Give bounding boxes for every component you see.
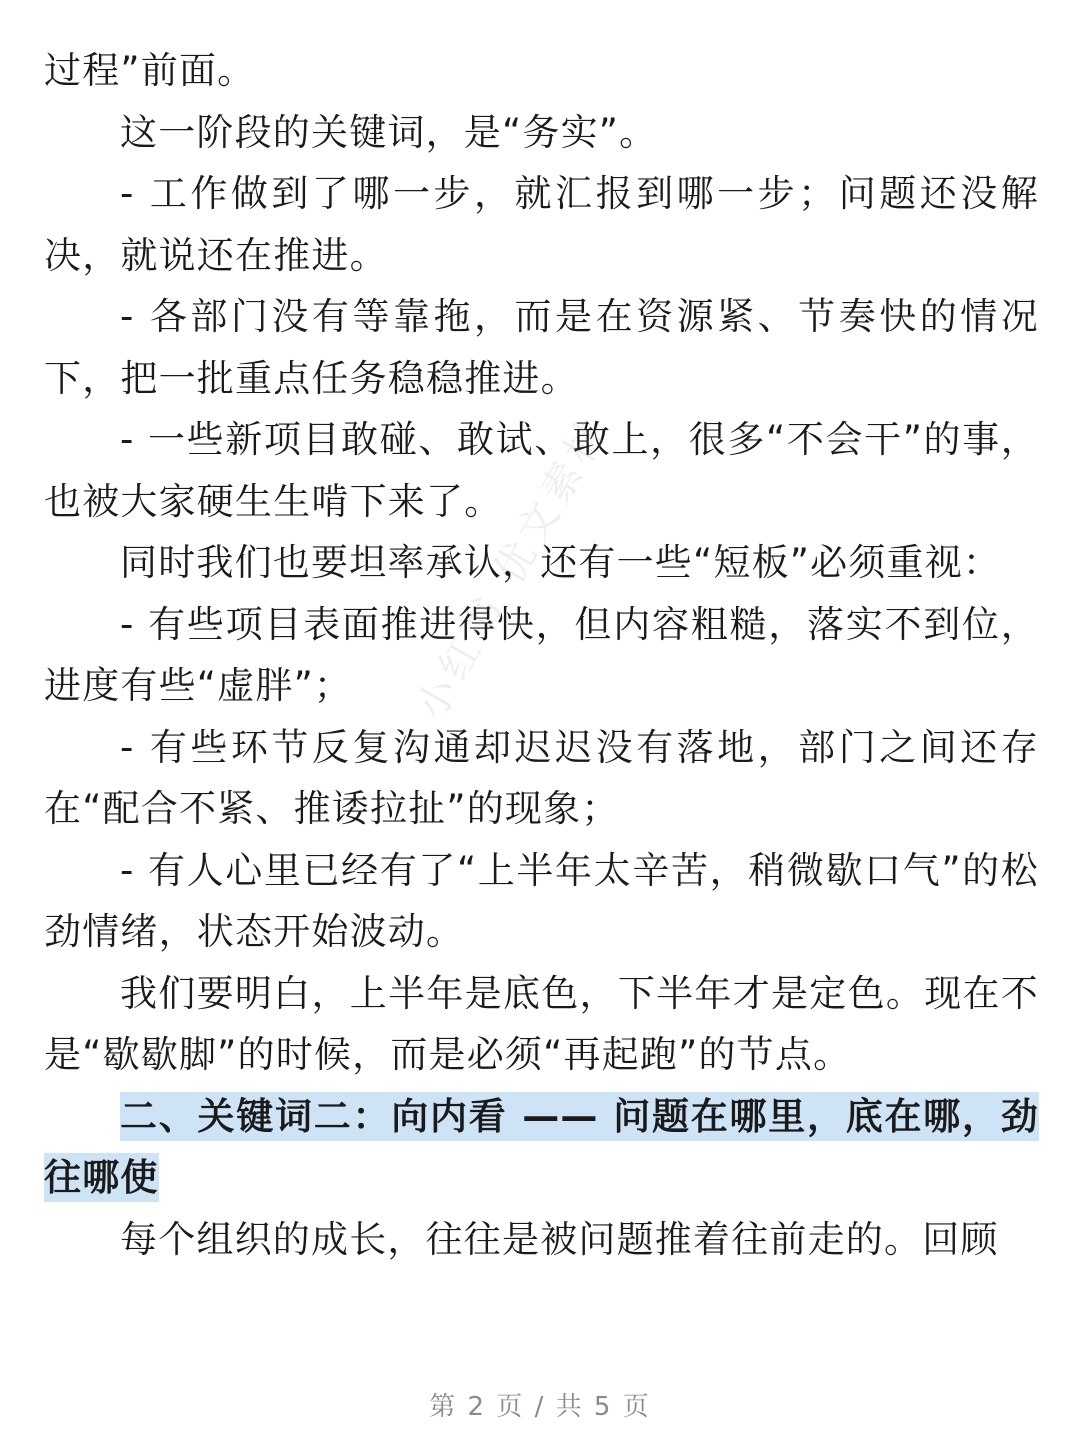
body-paragraph: - 一些新项目敢碰、敢试、敢上，很多“不会干”的事，也被大家硬生生啃下来了。 xyxy=(44,418,1039,523)
body-paragraph: - 有些项目表面推进得快，但内容粗糙，落实不到位，进度有些“虚胖”； xyxy=(44,602,1039,707)
section-heading xyxy=(44,1086,1039,1209)
body-paragraph: 过程”前面。 xyxy=(44,49,256,92)
document-body xyxy=(44,40,1039,1270)
body-paragraph: 同时我们也要坦率承认，还有一些“短板”必须重视： xyxy=(120,541,1002,584)
body-paragraph: 这一阶段的关键词，是“务实”。 xyxy=(120,110,658,154)
body-paragraph: - 各部门没有等靠拖，而是在资源紧、节奏快的情况下，把一批重点任务稳稳推进。 xyxy=(44,295,1039,400)
watermark: 小红书 优文素材 xyxy=(407,409,618,728)
heading-highlight: 二、关键词二：向内看 —— 问题在哪里，底在哪，劲往哪使 xyxy=(44,1092,1039,1203)
body-paragraph: 每个组织的成长，往往是被问题推着往前走的。回顾 xyxy=(120,1217,999,1261)
body-paragraph: - 有人心里已经有了“上半年太辛苦，稍微歇口气”的松劲情绪，状态开始波动。 xyxy=(44,848,1039,953)
body-paragraph: 我们要明白，上半年是底色，下半年才是定色。现在不是“歇歇脚”的时候，而是必须“再起跑”的节点。 xyxy=(44,971,1039,1076)
body-paragraph: - 有些环节反复沟通却迟迟没有落地，部门之间还存在“配合不紧、推诿拉扯”的现象； xyxy=(44,725,1039,830)
page-number-footer: 第 2 页 / 共 5 页 xyxy=(429,1392,651,1422)
body-paragraph: - 工作做到了哪一步，就汇报到哪一步；问题还没解决，就说还在推进。 xyxy=(44,172,1039,277)
